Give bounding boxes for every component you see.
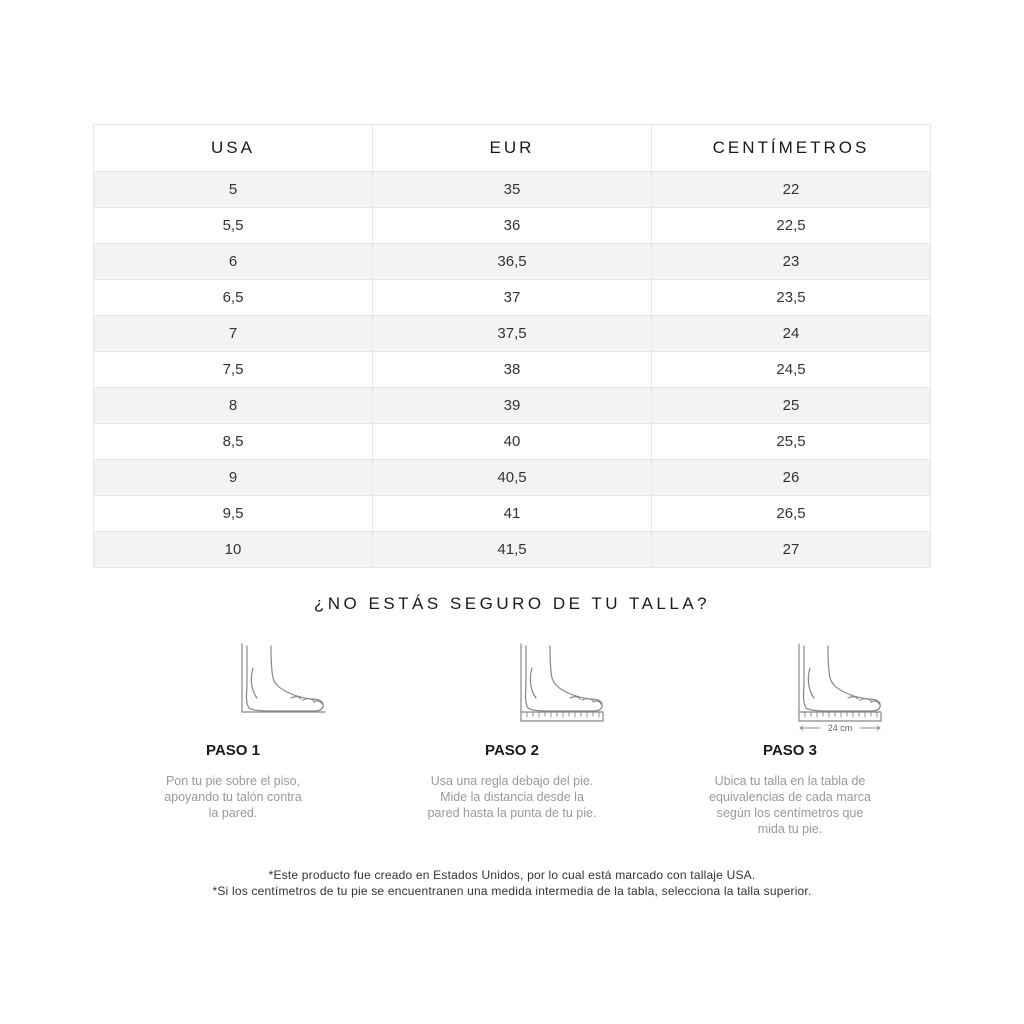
footnotes (0, 867, 1024, 899)
cell-eur: 39 (373, 388, 652, 424)
table-row (94, 532, 931, 568)
cell-usa: 6 (94, 244, 373, 280)
table-row (94, 388, 931, 424)
step-2-description: Usa una regla debajo del pie. Mide la distancia desde la pared hasta la punta de tu pie. (427, 774, 597, 820)
size-help-heading: ¿NO ESTÁS SEGURO DE TU TALLA? (313, 594, 711, 613)
table-row (94, 496, 931, 532)
cell-usa: 7,5 (94, 352, 373, 388)
table-row (94, 424, 931, 460)
cell-usa: 5 (94, 172, 373, 208)
table-row (94, 172, 931, 208)
measure-label: 24 cm (827, 723, 853, 733)
column-header-eur: EUR (373, 125, 652, 172)
cell-cm: 22 (652, 172, 931, 208)
footnote-1: *Este producto fue creado en Estados Unidos, por lo cual está marcado con tallaje USA. (268, 868, 756, 882)
table-row (94, 280, 931, 316)
cell-usa: 9 (94, 460, 373, 496)
step-1-description: Pon tu pie sobre el piso, apoyando tu talón contra la pared. (164, 774, 302, 820)
cell-eur: 36 (373, 208, 652, 244)
step-3 (690, 638, 890, 837)
cell-eur: 41 (373, 496, 652, 532)
cell-usa: 9,5 (94, 496, 373, 532)
foot-measurement-icon (740, 638, 853, 734)
cell-cm: 25 (652, 388, 931, 424)
step-1 (133, 638, 333, 821)
table-row (94, 244, 931, 280)
cell-usa: 5,5 (94, 208, 373, 244)
cell-usa: 10 (94, 532, 373, 568)
cell-cm: 25,5 (652, 424, 931, 460)
step-2 (412, 638, 612, 821)
foot-against-wall-icon (183, 638, 283, 734)
cell-cm: 23,5 (652, 280, 931, 316)
step-2-title: PASO 2 (485, 742, 539, 759)
cell-eur: 36,5 (373, 244, 652, 280)
cell-eur: 40 (373, 424, 652, 460)
cell-cm: 23 (652, 244, 931, 280)
step-3-description: Ubica tu talla en la tabla de equivalencias de cada marca según los centímetros que mida tu pie. (709, 774, 871, 836)
cell-cm: 26,5 (652, 496, 931, 532)
step-3-title: PASO 3 (763, 742, 817, 759)
cell-cm: 27 (652, 532, 931, 568)
cell-usa: 8,5 (94, 424, 373, 460)
table-row (94, 352, 931, 388)
cell-eur: 41,5 (373, 532, 652, 568)
table-row (94, 460, 931, 496)
table-row (94, 316, 931, 352)
cell-usa: 8 (94, 388, 373, 424)
column-header-cm: CENTÍMETROS (652, 125, 931, 172)
table-row (94, 208, 931, 244)
table-header-row (94, 125, 931, 172)
cell-eur: 35 (373, 172, 652, 208)
cell-cm: 26 (652, 460, 931, 496)
cell-eur: 40,5 (373, 460, 652, 496)
step-1-title: PASO 1 (206, 742, 260, 759)
cell-eur: 37,5 (373, 316, 652, 352)
size-conversion-table (93, 124, 931, 568)
column-header-usa: USA (94, 125, 373, 172)
footnote-2: *Si los centímetros de tu pie se encuentranen una medida intermedia de la tabla, selecciona la talla superior. (212, 884, 812, 898)
cell-cm: 24,5 (652, 352, 931, 388)
table-body (94, 172, 931, 568)
cell-cm: 24 (652, 316, 931, 352)
cell-cm: 22,5 (652, 208, 931, 244)
cell-usa: 6,5 (94, 280, 373, 316)
cell-usa: 7 (94, 316, 373, 352)
foot-on-ruler-icon (462, 638, 562, 734)
cell-eur: 38 (373, 352, 652, 388)
cell-eur: 37 (373, 280, 652, 316)
